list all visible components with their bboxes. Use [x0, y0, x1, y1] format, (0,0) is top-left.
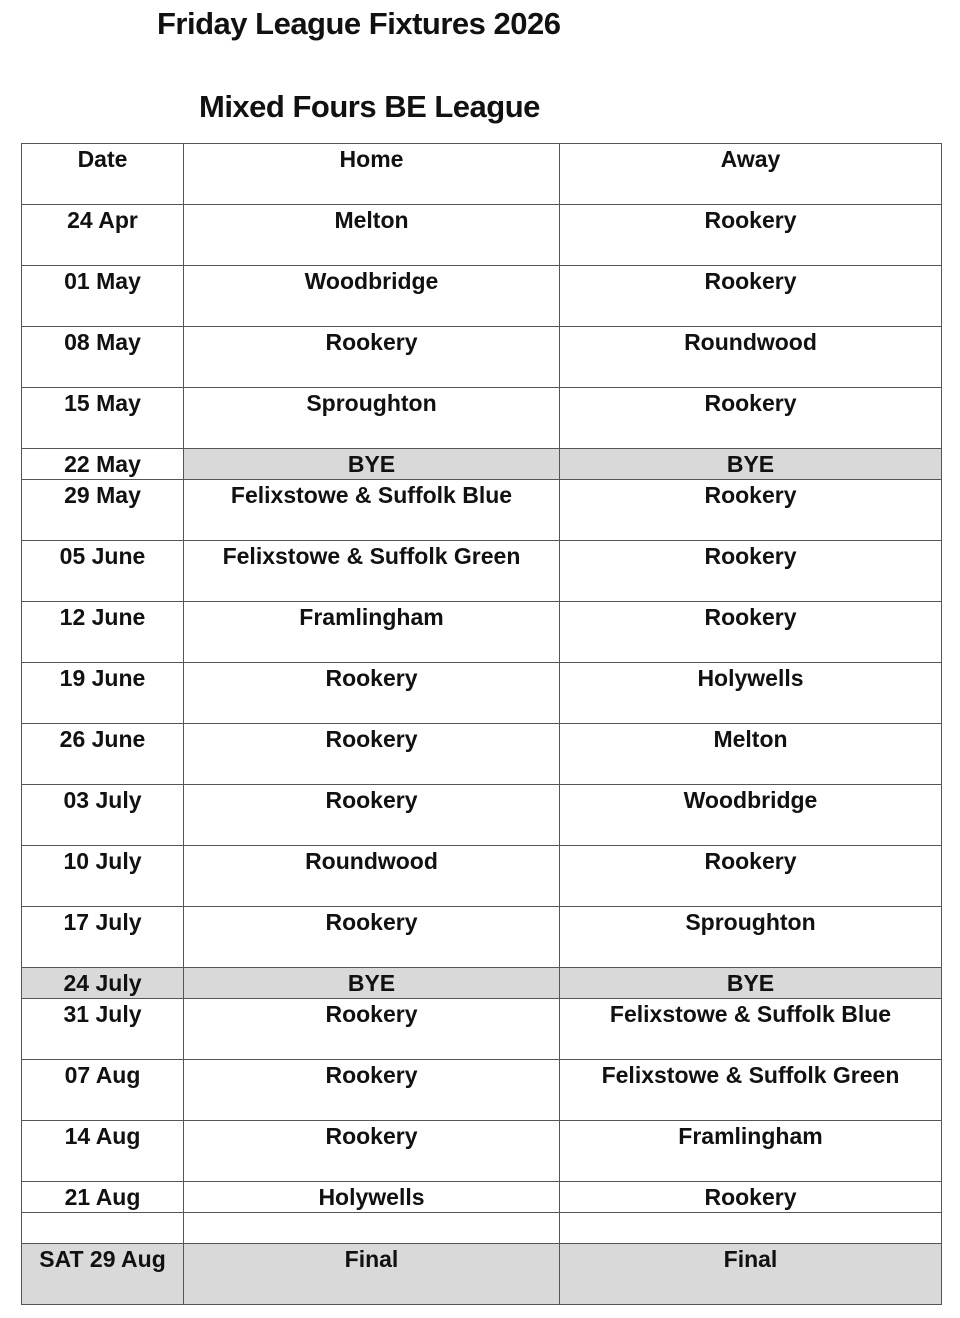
league-subtitle: Mixed Fours BE League: [199, 89, 540, 124]
away-team: Rookery: [560, 1182, 942, 1213]
fixture-date: 10 July: [22, 846, 184, 907]
away-team: Sproughton: [560, 907, 942, 968]
table-row: [22, 205, 942, 266]
fixtures-table: [21, 143, 942, 1305]
away-team: Woodbridge: [560, 785, 942, 846]
fixture-date: 24 July: [22, 968, 184, 999]
home-team: Holywells: [184, 1182, 560, 1213]
table-row: [22, 327, 942, 388]
fixture-date: 12 June: [22, 602, 184, 663]
table-row: [22, 541, 942, 602]
away-team: BYE: [560, 449, 942, 480]
table-row: [22, 1182, 942, 1213]
away-team: Rookery: [560, 266, 942, 327]
home-team: Final: [184, 1244, 560, 1305]
fixture-date: 14 Aug: [22, 1121, 184, 1182]
home-team: Rookery: [184, 327, 560, 388]
fixture-date: 31 July: [22, 999, 184, 1060]
away-team: Holywells: [560, 663, 942, 724]
home-team: BYE: [184, 968, 560, 999]
table-row: [22, 266, 942, 327]
away-team: BYE: [560, 968, 942, 999]
away-team: [560, 1213, 942, 1244]
table-row: [22, 1060, 942, 1121]
fixture-date: SAT 29 Aug: [22, 1244, 184, 1305]
fixture-date: [22, 1213, 184, 1244]
away-team: Roundwood: [560, 327, 942, 388]
fixture-date: 05 June: [22, 541, 184, 602]
away-team: Felixstowe & Suffolk Blue: [560, 999, 942, 1060]
fixture-date: 01 May: [22, 266, 184, 327]
home-team: Felixstowe & Suffolk Blue: [184, 480, 560, 541]
home-team: Rookery: [184, 1121, 560, 1182]
home-team: [184, 1213, 560, 1244]
table-row: [22, 480, 942, 541]
fixture-date: 22 May: [22, 449, 184, 480]
table-row: [22, 785, 942, 846]
table-row: [22, 846, 942, 907]
home-team: Roundwood: [184, 846, 560, 907]
away-team: Rookery: [560, 205, 942, 266]
home-team: Woodbridge: [184, 266, 560, 327]
table-row: [22, 724, 942, 785]
away-team: Rookery: [560, 541, 942, 602]
table-row: [22, 388, 942, 449]
fixture-date: 21 Aug: [22, 1182, 184, 1213]
table-row: [22, 999, 942, 1060]
fixture-date: 19 June: [22, 663, 184, 724]
table-row: [22, 1121, 942, 1182]
home-team: Melton: [184, 205, 560, 266]
fixture-date: 24 Apr: [22, 205, 184, 266]
home-team: Rookery: [184, 907, 560, 968]
home-team: Rookery: [184, 1060, 560, 1121]
final-row: [22, 1244, 942, 1305]
date-column-header: Date: [22, 144, 184, 205]
away-team: Melton: [560, 724, 942, 785]
home-team: Framlingham: [184, 602, 560, 663]
home-column-header: Home: [184, 144, 560, 205]
empty-row: [22, 1213, 942, 1244]
header-row: [22, 144, 942, 205]
away-team: Rookery: [560, 388, 942, 449]
table-row: [22, 663, 942, 724]
table-row: [22, 907, 942, 968]
away-team: Framlingham: [560, 1121, 942, 1182]
home-team: Rookery: [184, 724, 560, 785]
home-team: BYE: [184, 449, 560, 480]
fixture-date: 07 Aug: [22, 1060, 184, 1121]
fixture-date: 29 May: [22, 480, 184, 541]
away-team: Rookery: [560, 846, 942, 907]
bye-row: [22, 968, 942, 999]
bye-row: [22, 449, 942, 480]
home-team: Rookery: [184, 663, 560, 724]
home-team: Felixstowe & Suffolk Green: [184, 541, 560, 602]
page-title: Friday League Fixtures 2026: [157, 6, 561, 41]
home-team: Rookery: [184, 785, 560, 846]
away-team: Felixstowe & Suffolk Green: [560, 1060, 942, 1121]
fixture-date: 15 May: [22, 388, 184, 449]
away-column-header: Away: [560, 144, 942, 205]
away-team: Rookery: [560, 480, 942, 541]
home-team: Sproughton: [184, 388, 560, 449]
fixture-date: 26 June: [22, 724, 184, 785]
away-team: Final: [560, 1244, 942, 1305]
fixture-date: 17 July: [22, 907, 184, 968]
fixture-date: 08 May: [22, 327, 184, 388]
away-team: Rookery: [560, 602, 942, 663]
fixture-date: 03 July: [22, 785, 184, 846]
home-team: Rookery: [184, 999, 560, 1060]
table-row: [22, 602, 942, 663]
